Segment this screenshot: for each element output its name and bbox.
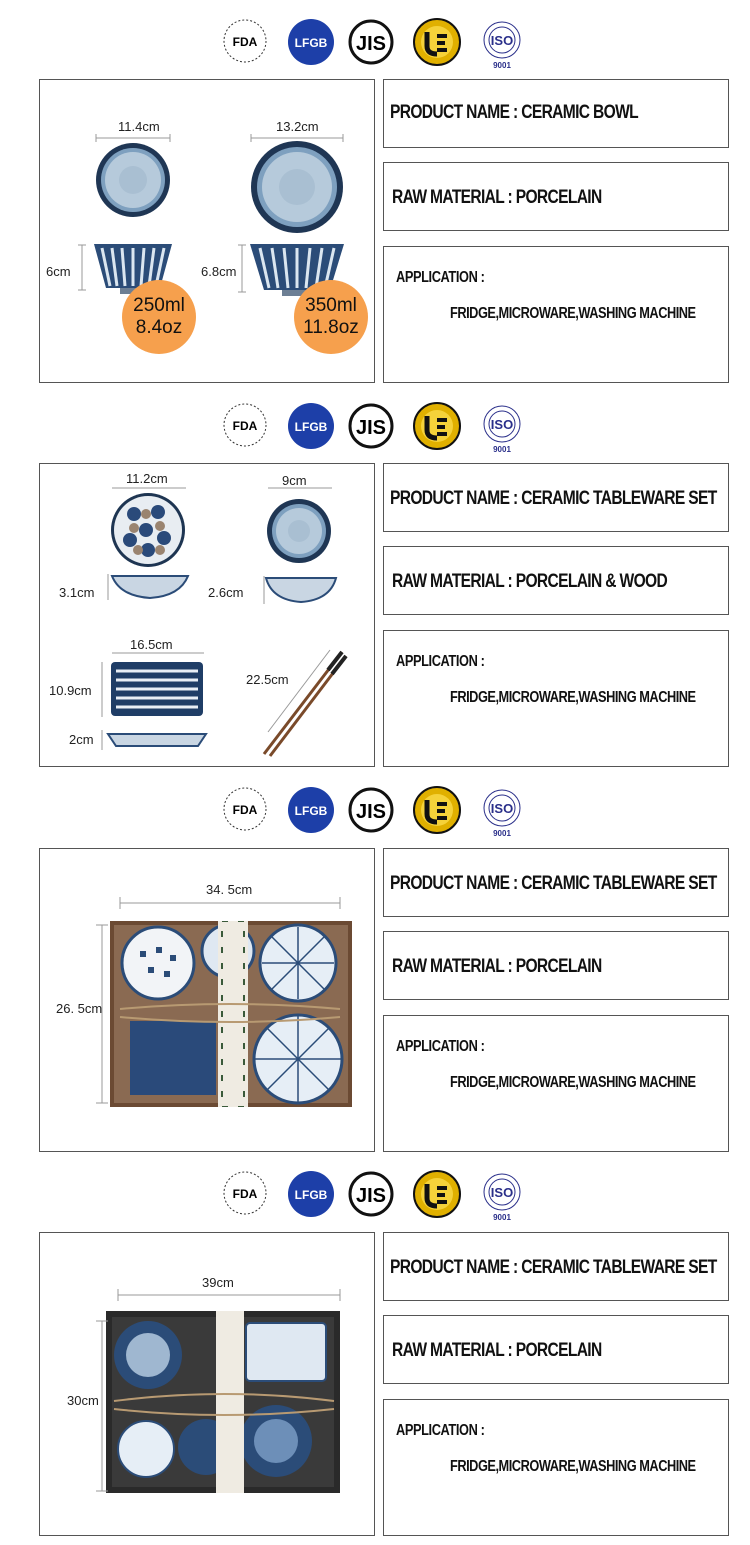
dim-plate-width: 11.2cm xyxy=(126,471,168,486)
fda-text: FDA xyxy=(232,803,258,817)
application-box xyxy=(383,1399,729,1536)
jis-text: JIS xyxy=(355,417,387,439)
product-name-box xyxy=(383,1232,729,1301)
raw-material-box xyxy=(383,546,729,615)
iso-text: ISO xyxy=(490,33,514,48)
volume-badge-small xyxy=(122,280,196,354)
iso-num: 9001 xyxy=(493,829,511,838)
iso-logo xyxy=(476,402,528,454)
cert-row xyxy=(0,398,750,456)
dim-dish-height: 2cm xyxy=(69,732,94,747)
dim-chopsticks: 22.5cm xyxy=(246,672,289,687)
dim-plate-height: 3.1cm xyxy=(59,585,95,600)
dim-height-large: 6.8cm xyxy=(201,264,237,279)
volume-ml: 350ml xyxy=(305,295,357,317)
raw-material-box xyxy=(383,1315,729,1384)
lfgb-text: LFGB xyxy=(294,1188,328,1202)
lfgb-logo xyxy=(287,402,335,450)
fda-text: FDA xyxy=(232,1187,258,1201)
iso-text: ISO xyxy=(490,1185,514,1200)
raw-material: RAW MATERIAL : PORCELAIN xyxy=(392,187,602,208)
application-value: FRIDGE,MICROWARE,WASHING MACHINE xyxy=(450,689,696,706)
raw-material-box xyxy=(383,162,729,231)
dim-bowl-height: 2.6cm xyxy=(208,585,244,600)
jis-logo xyxy=(347,1170,395,1218)
product-name-box xyxy=(383,848,729,917)
iso-logo xyxy=(476,18,528,70)
ue-logo xyxy=(413,786,461,834)
fda-logo xyxy=(222,402,268,448)
iso-num: 9001 xyxy=(493,1213,511,1222)
product-image-bowls xyxy=(39,79,375,383)
iso-logo xyxy=(476,786,528,838)
fda-logo xyxy=(222,1170,268,1216)
raw-material-box xyxy=(383,931,729,1000)
fda-text: FDA xyxy=(232,35,258,49)
dim-height-small: 6cm xyxy=(46,264,71,279)
volume-oz: 11.8oz xyxy=(303,317,359,338)
product-name: PRODUCT NAME : CERAMIC BOWL xyxy=(390,102,638,123)
ue-logo xyxy=(413,18,461,66)
iso-num: 9001 xyxy=(493,61,511,70)
product-name-box xyxy=(383,463,729,532)
product-name: PRODUCT NAME : CERAMIC TABLEWARE SET xyxy=(390,1257,717,1278)
dim-dish-width: 16.5cm xyxy=(130,637,173,652)
application-box xyxy=(383,630,729,767)
dim-box-height: 26. 5cm xyxy=(56,1001,103,1016)
fda-text: FDA xyxy=(232,419,258,433)
application-value: FRIDGE,MICROWARE,WASHING MACHINE xyxy=(450,1074,696,1091)
jis-text: JIS xyxy=(355,801,387,823)
fda-logo xyxy=(222,786,268,832)
jis-logo xyxy=(347,402,395,450)
product-image-gift-box-b xyxy=(39,1232,375,1536)
lfgb-logo xyxy=(287,1170,335,1218)
dimension-lines xyxy=(40,464,374,766)
dim-dish-depth: 10.9cm xyxy=(49,683,92,698)
application-label: APPLICATION : xyxy=(396,1422,485,1439)
lfgb-logo xyxy=(287,18,335,66)
jis-text: JIS xyxy=(355,1185,387,1207)
lfgb-text: LFGB xyxy=(294,36,328,50)
raw-material: RAW MATERIAL : PORCELAIN xyxy=(392,956,602,977)
application-value: FRIDGE,MICROWARE,WASHING MACHINE xyxy=(450,1458,696,1475)
jis-logo xyxy=(347,786,395,834)
fda-logo xyxy=(222,18,268,64)
dim-width-large: 13.2cm xyxy=(276,119,319,134)
application-box xyxy=(383,1015,729,1152)
dim-box-height: 30cm xyxy=(67,1393,99,1408)
cert-row xyxy=(0,1166,750,1224)
ue-logo xyxy=(413,1170,461,1218)
application-label: APPLICATION : xyxy=(396,653,485,670)
raw-material: RAW MATERIAL : PORCELAIN xyxy=(392,1340,602,1361)
dim-box-width: 34. 5cm xyxy=(206,882,253,897)
product-name: PRODUCT NAME : CERAMIC TABLEWARE SET xyxy=(390,873,717,894)
dim-box-width: 39cm xyxy=(202,1275,234,1290)
cert-row xyxy=(0,782,750,840)
product-image-gift-box-a xyxy=(39,848,375,1152)
raw-material: RAW MATERIAL : PORCELAIN & WOOD xyxy=(392,571,668,592)
jis-logo xyxy=(347,18,395,66)
ue-logo xyxy=(413,402,461,450)
product-name: PRODUCT NAME : CERAMIC TABLEWARE SET xyxy=(390,488,717,509)
jis-text: JIS xyxy=(355,33,387,55)
application-value: FRIDGE,MICROWARE,WASHING MACHINE xyxy=(450,305,696,322)
application-box xyxy=(383,246,729,383)
volume-ml: 250ml xyxy=(133,295,185,317)
iso-logo xyxy=(476,1170,528,1222)
lfgb-text: LFGB xyxy=(294,420,328,434)
iso-num: 9001 xyxy=(493,445,511,454)
iso-text: ISO xyxy=(490,417,514,432)
dim-bowl-width: 9cm xyxy=(282,473,307,488)
cert-row xyxy=(0,14,750,72)
dim-width-small: 11.4cm xyxy=(118,119,160,134)
product-name-box xyxy=(383,79,729,148)
volume-badge-large xyxy=(294,280,368,354)
application-label: APPLICATION : xyxy=(396,269,485,286)
iso-text: ISO xyxy=(490,801,514,816)
application-label: APPLICATION : xyxy=(396,1038,485,1055)
volume-oz: 8.4oz xyxy=(135,317,183,338)
lfgb-logo xyxy=(287,786,335,834)
lfgb-text: LFGB xyxy=(294,804,328,818)
product-image-tableware-set xyxy=(39,463,375,767)
